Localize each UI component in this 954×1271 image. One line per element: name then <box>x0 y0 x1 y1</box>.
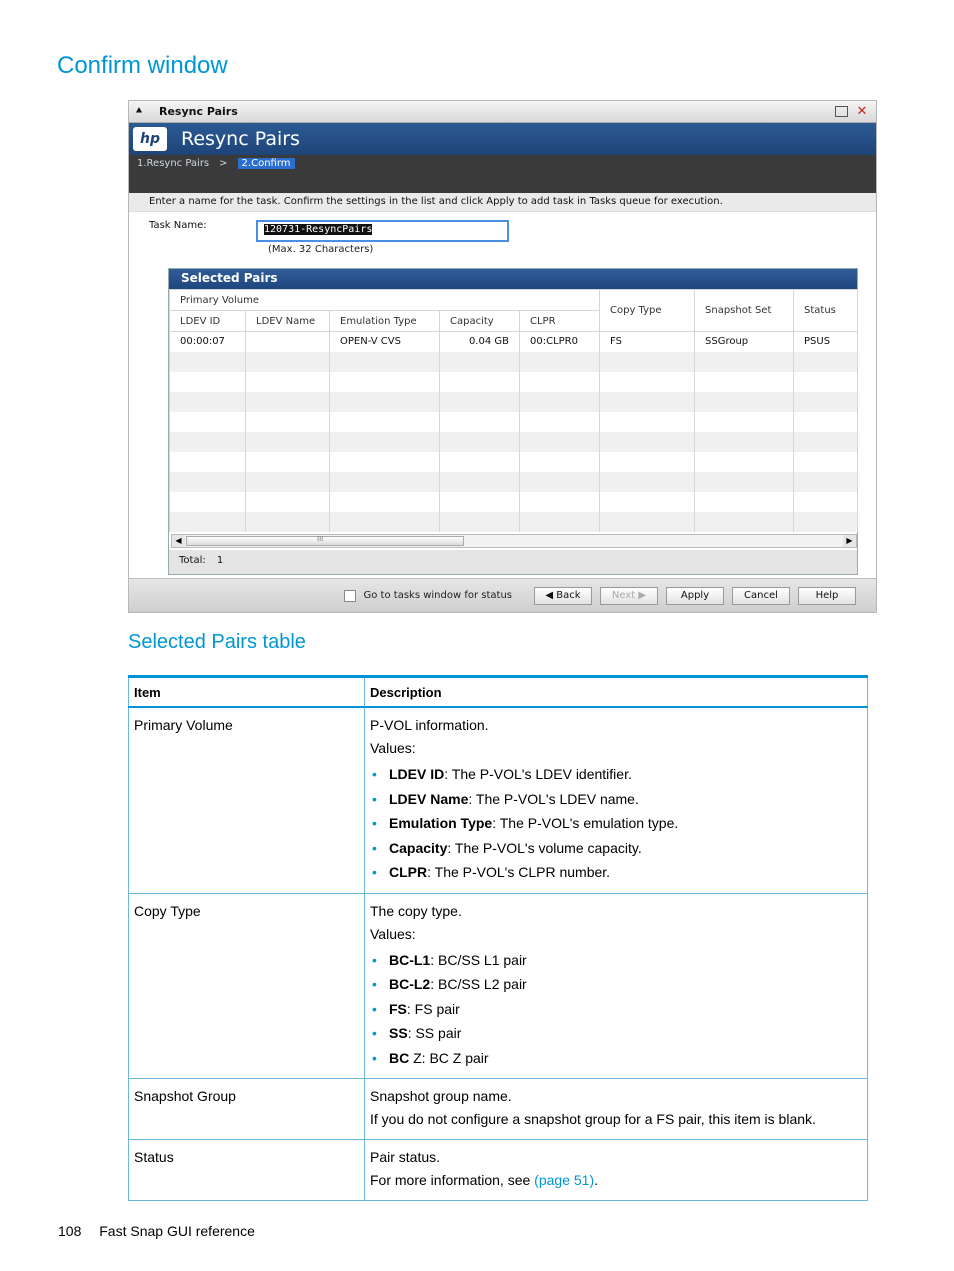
go-to-tasks-label: Go to tasks window for status <box>363 590 512 601</box>
panel-title: Selected Pairs <box>169 269 857 289</box>
scroll-grip: III <box>317 535 324 543</box>
table-row <box>129 1079 868 1140</box>
item-cell: Copy Type <box>129 893 365 1079</box>
crumb-step-2: 2.Confirm <box>238 158 295 169</box>
page-number: 108 <box>58 1223 82 1239</box>
reference-table <box>128 675 868 1201</box>
col-capacity[interactable]: Capacity <box>440 311 520 332</box>
help-button[interactable]: Help <box>798 587 856 605</box>
description-cell <box>365 1140 868 1201</box>
desc-line: For more information, see (page 51). <box>370 1172 598 1188</box>
table-row <box>170 472 858 492</box>
list-item: • LDEV Name: The P-VOL's LDEV name. <box>370 787 862 812</box>
col-copy-type[interactable]: Copy Type <box>600 290 695 332</box>
hp-logo: hp <box>133 127 167 151</box>
table-row <box>129 707 868 893</box>
col-snapshot-set[interactable]: Snapshot Set <box>695 290 794 332</box>
total-count <box>169 550 857 574</box>
close-icon[interactable]: ✕ <box>856 103 868 119</box>
col-item: Item <box>129 677 365 708</box>
page-footer <box>58 1223 255 1239</box>
cell-ldev-name <box>246 332 330 352</box>
col-description: Description <box>365 677 868 708</box>
list-item: • Capacity: The P-VOL's volume capacity. <box>370 836 862 861</box>
crumb-step-1[interactable]: 1.Resync Pairs <box>137 158 210 169</box>
col-ldev-id[interactable]: LDEV ID <box>170 311 246 332</box>
total-label: Total: <box>179 555 206 566</box>
cell-ldev-id: 00:00:07 <box>170 332 246 352</box>
list-item: • Emulation Type: The P-VOL's emulation type. <box>370 811 862 836</box>
section-name: Fast Snap GUI reference <box>99 1223 255 1239</box>
go-to-tasks-checkbox[interactable] <box>344 590 356 602</box>
list-item: • BC-L1: BC/SS L1 pair <box>370 948 862 973</box>
desc-line: P-VOL information. <box>370 717 489 733</box>
item-cell: Primary Volume <box>129 707 365 893</box>
col-status[interactable]: Status <box>794 290 858 332</box>
table-row <box>129 1140 868 1201</box>
group-header-primary-volume: Primary Volume <box>170 290 600 311</box>
table-row <box>170 512 858 532</box>
list-item: • LDEV ID: The P-VOL's LDEV identifier. <box>370 762 862 787</box>
selected-pairs-grid <box>169 289 858 532</box>
cancel-button[interactable]: Cancel <box>732 587 790 605</box>
desc-line: If you do not configure a snapshot group for a FS pair, this item is blank. <box>370 1111 816 1127</box>
window-footer <box>129 578 876 612</box>
list-item: • BC-L2: BC/SS L2 pair <box>370 972 862 997</box>
task-name-hint: (Max. 32 Characters) <box>268 244 374 255</box>
page-heading: Confirm window <box>57 52 228 79</box>
table-row <box>170 392 858 412</box>
collapse-icon[interactable]: ⯅ <box>135 106 143 117</box>
task-name-input[interactable] <box>256 220 509 242</box>
back-button[interactable]: ◀ Back <box>534 587 592 605</box>
wizard-banner <box>129 123 876 155</box>
task-name-label: Task Name: <box>149 220 207 231</box>
table-row <box>170 372 858 392</box>
desc-line: The copy type. <box>370 902 462 919</box>
col-clpr[interactable]: CLPR <box>520 311 600 332</box>
scroll-right-icon[interactable]: ▶ <box>843 535 856 547</box>
cell-clpr: 00:CLPR0 <box>520 332 600 352</box>
section-heading: Selected Pairs table <box>128 631 306 653</box>
list-item: • SS: SS pair <box>370 1021 862 1046</box>
description-cell <box>365 893 868 1079</box>
table-row <box>170 492 858 512</box>
cell-emulation: OPEN-V CVS <box>330 332 440 352</box>
values-list <box>370 762 862 885</box>
next-button[interactable]: Next ▶ <box>600 587 658 605</box>
item-cell: Snapshot Group <box>129 1079 365 1140</box>
cell-copy-type: FS <box>600 332 695 352</box>
list-item: • BC Z: BC Z pair <box>370 1046 862 1071</box>
table-row <box>129 893 868 1079</box>
table-row <box>170 412 858 432</box>
cell-capacity: 0.04 GB <box>440 332 520 352</box>
table-row <box>170 452 858 472</box>
banner-title: Resync Pairs <box>181 128 300 150</box>
table-row <box>170 352 858 372</box>
values-list <box>370 948 862 1071</box>
list-item: • CLPR: The P-VOL's CLPR number. <box>370 860 862 885</box>
window-title: Resync Pairs <box>159 105 238 118</box>
instruction-text: Enter a name for the task. Confirm the settings in the list and click Apply to add task in Tasks queue for execution. <box>129 193 876 212</box>
wizard-breadcrumb <box>129 155 876 193</box>
description-cell <box>365 1079 868 1140</box>
table-row <box>170 432 858 452</box>
list-item: • FS: FS pair <box>370 997 862 1022</box>
description-cell <box>365 707 868 893</box>
desc-line: Values: <box>370 740 416 756</box>
col-ldev-name[interactable]: LDEV Name <box>246 311 330 332</box>
resync-pairs-window <box>128 100 877 613</box>
horizontal-scrollbar[interactable] <box>171 534 857 548</box>
item-cell: Status <box>129 1140 365 1201</box>
desc-line: Pair status. <box>370 1149 441 1165</box>
scroll-left-icon[interactable]: ◀ <box>172 535 185 547</box>
table-row[interactable] <box>170 332 858 352</box>
window-titlebar <box>129 101 876 123</box>
cell-status: PSUS <box>794 332 858 352</box>
apply-button[interactable]: Apply <box>666 587 724 605</box>
scroll-thumb[interactable] <box>186 536 464 546</box>
col-emulation-type[interactable]: Emulation Type <box>330 311 440 332</box>
task-name-value: 120731-ResyncPairs <box>264 224 373 235</box>
cell-snapshot: SSGroup <box>695 332 794 352</box>
crumb-separator: > <box>219 158 228 169</box>
desc-line: Snapshot group name. <box>370 1088 512 1104</box>
page-link[interactable]: (page 51) <box>534 1172 595 1188</box>
desc-line: Values: <box>370 925 416 942</box>
selected-pairs-panel <box>168 268 858 575</box>
maximize-icon[interactable] <box>835 106 848 117</box>
total-value: 1 <box>216 555 224 566</box>
